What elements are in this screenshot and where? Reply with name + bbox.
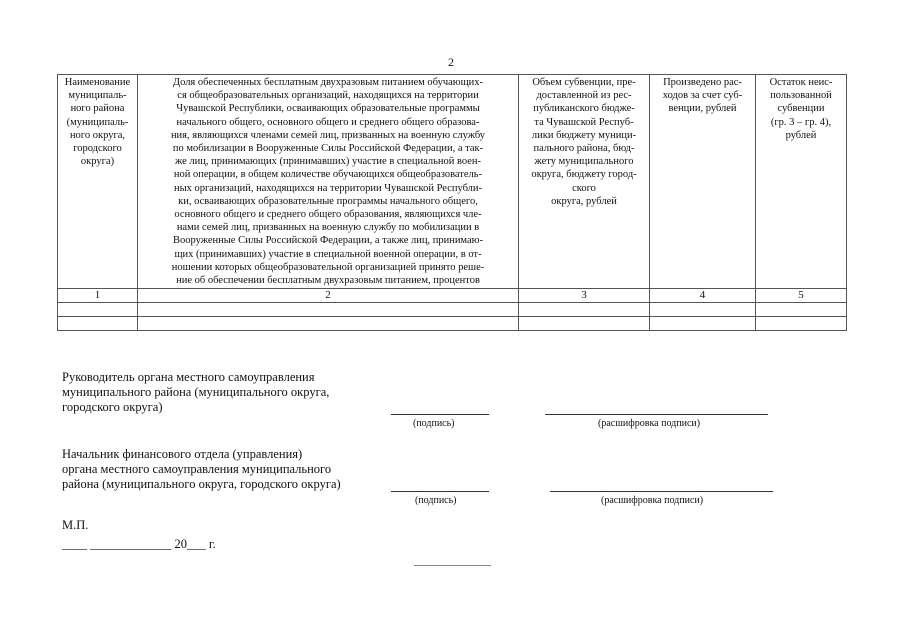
header-share-percent: Доля обеспеченных бесплатным двухразовым питанием обучающих- ся общеобразовательных организаций, находящихся на территории Чувашской Республики, осваивающих образовательные программы начального общего, основного общего и среднего общего образова- ния, являющихся членами семей лиц, призванных на военную службу по мобилизации в Вооруженные Силы Российской Федерации, а так- же лиц, принимающих (принимавших) участие в специальной воен- ной операции, в общем количестве обучающихся общеобразователь- ных организаций, находящихся на территории Чувашской Республи- ки, осваивающих образовательные программы начального общего, основного общего и среднего общего образования, являющихся чле- нами семей лиц, призванных на военную службу по мобилизации в Вооруженные Силы Российской Федерации, а также лиц, принимаю- щих (принимавших) участие в специальной военной операции, в от- ношении которых общеобразовательной организацией принято реше- ние об обеспечении бесплатным двухразовым питанием, процентов	[138, 75, 519, 289]
finance-name-caption: (расшифровка подписи)	[601, 495, 704, 506]
table-cell[interactable]	[650, 317, 756, 331]
head-signature-title: Руководитель органа местного самоуправления муниципального района (муниципального округа, городского округа)	[62, 370, 330, 414]
table-cell[interactable]	[756, 317, 847, 331]
header-remainder: Остаток неис- пользованной субвенции (гр. 3 – гр. 4), рублей	[756, 75, 847, 289]
head-name-caption: (расшифровка подписи)	[598, 418, 701, 429]
stamp-label: М.П.	[62, 518, 89, 532]
table-cell[interactable]	[58, 317, 138, 331]
table-cell[interactable]	[519, 317, 650, 331]
table-cell[interactable]	[138, 303, 519, 317]
finance-signature-caption: (подпись)	[415, 495, 457, 506]
table-cell[interactable]	[519, 303, 650, 317]
date-line[interactable]: ____ _____________ 20___ г.	[62, 537, 216, 551]
head-signature-line[interactable]	[391, 414, 489, 415]
report-table	[57, 74, 847, 331]
finance-signature-line[interactable]	[391, 491, 489, 492]
column-number: 1	[58, 289, 138, 303]
finance-name-line[interactable]	[550, 491, 773, 492]
table-cell[interactable]	[756, 303, 847, 317]
table-header-row	[58, 75, 847, 289]
table-row	[58, 303, 847, 317]
column-number: 4	[650, 289, 756, 303]
page-number: 2	[448, 55, 454, 69]
table-cell[interactable]	[650, 303, 756, 317]
header-subvention-volume: Объем субвенции, пре- доставленной из рес- публиканского бюдже- та Чувашской Респуб- лики бюджету муници- пального района, бюд- жету муниципального округа, бюджету город- ского округа, рублей	[519, 75, 650, 289]
column-number: 3	[519, 289, 650, 303]
header-expenses: Произведено рас- ходов за счет суб- венции, рублей	[650, 75, 756, 289]
column-number-row	[58, 289, 847, 303]
table-cell[interactable]	[58, 303, 138, 317]
column-number: 2	[138, 289, 519, 303]
head-signature-caption: (подпись)	[413, 418, 455, 429]
bottom-divider	[414, 565, 491, 566]
table-row	[58, 317, 847, 331]
table-cell[interactable]	[138, 317, 519, 331]
head-name-line[interactable]	[545, 414, 768, 415]
column-number: 5	[756, 289, 847, 303]
header-municipality: Наименование муниципаль- ного района (муниципаль- ного округа, городского округа)	[58, 75, 138, 289]
finance-signature-title: Начальник финансового отдела (управления) органа местного самоуправления муниципального района (муниципального округа, городского округа)	[62, 447, 341, 491]
